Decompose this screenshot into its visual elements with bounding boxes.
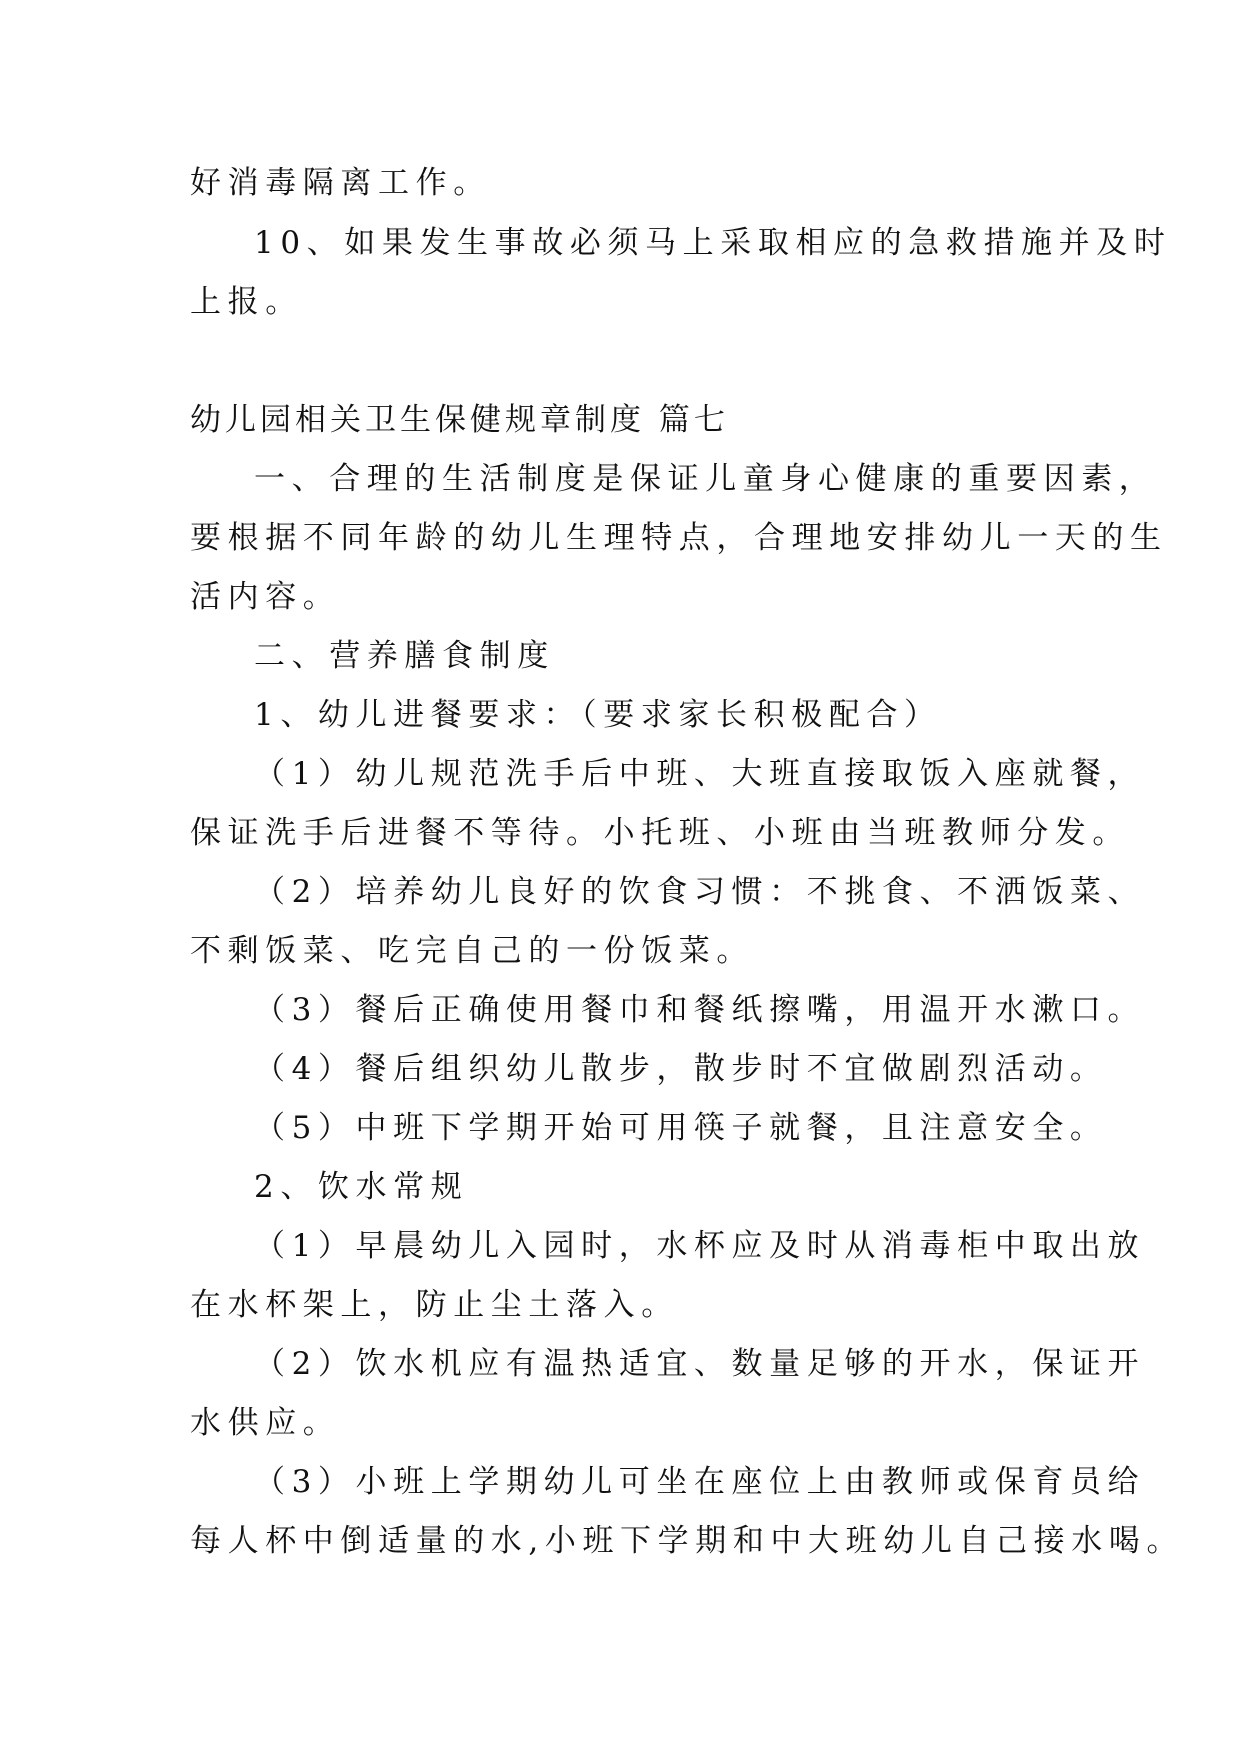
subheading: 1、幼儿进餐要求：（要求家长积极配合） (254, 697, 942, 733)
subheading: 二、营养膳食制度 (254, 638, 555, 674)
paragraph-start: （2）培养幼儿良好的饮食习惯：不挑食、不洒饭菜、 (254, 874, 1146, 910)
section-heading: 幼儿园相关卫生保健规章制度 篇七 (190, 402, 729, 438)
paragraph-start: （3）餐后正确使用餐巾和餐纸擦嘴，用温开水漱口。 (254, 992, 1146, 1028)
paragraph-start: 10、如果发生事故必须马上采取相应的急救措施并及时 (254, 225, 1172, 261)
paragraph-start: （4）餐后组织幼儿散步，散步时不宜做剧烈活动。 (254, 1051, 1108, 1087)
text-line: 在水杯架上，防止尘土落入。 (190, 1287, 679, 1323)
paragraph-start: （1）早晨幼儿入园时，水杯应及时从消毒柜中取出放 (254, 1228, 1146, 1264)
paragraph-start: （1）幼儿规范洗手后中班、大班直接取饭入座就餐， (254, 756, 1146, 792)
paragraph-start: （3）小班上学期幼儿可坐在座位上由教师或保育员给 (254, 1464, 1146, 1500)
subheading: 2、饮水常规 (254, 1169, 469, 1205)
text-line: 要根据不同年龄的幼儿生理特点，合理地安排幼儿一天的生 (190, 520, 1168, 556)
paragraph-start: 一、合理的生活制度是保证儿童身心健康的重要因素， (254, 461, 1157, 497)
text-line: 保证洗手后进餐不等待。小托班、小班由当班教师分发。 (190, 815, 1130, 851)
text-line: 每人杯中倒适量的水,小班下学期和中大班幼儿自己接水喝。 (190, 1523, 1185, 1559)
text-line: 不剩饭菜、吃完自己的一份饭菜。 (190, 933, 754, 969)
text-line: 上报。 (190, 284, 303, 320)
paragraph-start: （2）饮水机应有温热适宜、数量足够的开水，保证开 (254, 1346, 1146, 1382)
paragraph-start: （5）中班下学期开始可用筷子就餐，且注意安全。 (254, 1110, 1108, 1146)
text-line: 水供应。 (190, 1405, 341, 1441)
text-line: 好消毒隔离工作。 (190, 165, 491, 201)
text-line: 活内容。 (190, 579, 341, 615)
